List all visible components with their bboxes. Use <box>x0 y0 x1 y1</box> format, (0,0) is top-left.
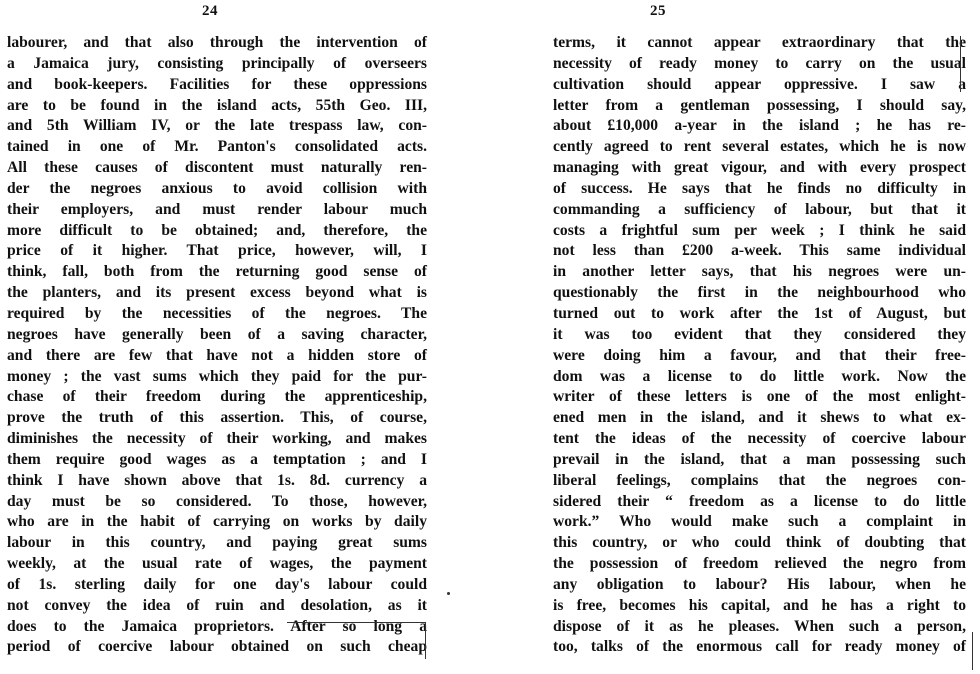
text-line: necessity of ready money to carry on the usual <box>553 54 966 72</box>
text-line: required by the necessities of the negroes. The <box>7 304 427 322</box>
text-line: weekly, at the usual rate of wages, the payment <box>7 555 427 573</box>
text-line: diminishes the necessity of their working, and makes <box>7 430 427 448</box>
text-line: their employers, and must render labour much <box>7 200 427 218</box>
text-line: more difficult to be obtained; and, therefore, the <box>7 221 427 239</box>
text-line: dom was a license to do little work. Now the <box>553 367 966 385</box>
text-line: day must be so considered. To those, however, <box>7 492 427 510</box>
text-line: turned out to work after the 1st of August, but <box>553 304 966 322</box>
text-line: not less than £200 a-week. This same individual <box>553 242 966 260</box>
text-line: it was too evident that they considered they <box>553 325 966 343</box>
text-line: are to be found in the island acts, 55th Geo. III, <box>7 96 427 114</box>
text-line: questionably the first in the neighbourhood who <box>553 284 966 302</box>
text-line: of success. He says that he finds no difficulty in <box>553 179 966 197</box>
text-line: All these causes of discontent must naturally ren- <box>7 159 427 177</box>
text-line: tent the ideas of the necessity of coercive labour <box>553 430 966 448</box>
text-line: managing with great vigour, and with every prospect <box>553 159 966 177</box>
text-line: too, talks of the enormous call for ready money of <box>553 638 966 656</box>
left-page-text <box>7 33 427 658</box>
text-line: chase of their freedom during the apprenticeship, <box>7 388 427 406</box>
text-line: not convey the idea of ruin and desolation, as it <box>7 596 427 614</box>
text-line: terms, it cannot appear extraordinary that the <box>553 34 966 51</box>
text-line: and 5th William IV, or the late trespass law, con- <box>7 117 427 135</box>
text-line: and book-keepers. Facilities for these oppressions <box>7 75 427 93</box>
text-line: sidered their “ freedom as a license to do little <box>553 492 966 510</box>
text-line: commanding a sufficiency of labour, but that it <box>553 200 966 218</box>
text-line: money ; the vast sums which they paid for the pur- <box>7 367 427 385</box>
margin-line-mark-bottom <box>972 632 973 670</box>
text-line: tained in one of Mr. Panton's consolidated acts. <box>7 138 427 156</box>
text-line: der the negroes anxious to avoid collision with <box>7 179 427 197</box>
text-line: think I have shown above that 1s. 8d. currency a <box>7 471 427 489</box>
text-line: writer of these letters is one of the most enlight- <box>553 388 966 406</box>
text-line: about £10,000 a-year in the island ; he has re- <box>553 117 966 135</box>
stray-ink-dot <box>447 592 450 595</box>
text-line: price of it higher. That price, however, will, I <box>7 242 427 260</box>
text-line: period of coercive labour obtained on such cheap <box>7 638 427 656</box>
margin-line-mark <box>960 36 961 92</box>
left-page-number: 24 <box>202 3 218 19</box>
text-line: is free, becomes his capital, and he has a right to <box>553 596 966 614</box>
text-line: this country, or who could think of doubting that <box>553 534 966 552</box>
text-line: prove the truth of this assertion. This, of course, <box>7 409 427 427</box>
text-line: ened men in the island, and it shews to what ex- <box>553 409 966 427</box>
text-line: cultivation should appear oppressive. I saw a <box>553 75 966 93</box>
text-line: the planters, and its present excess beyond what is <box>7 284 427 302</box>
right-page-text <box>553 33 966 658</box>
text-line: prevail in the island, that a man possessing such <box>553 450 966 468</box>
text-line: of 1s. sterling daily for one day's labour could <box>7 575 427 593</box>
text-line: does to the Jamaica proprietors. After so long a <box>7 617 427 635</box>
text-line: a Jamaica jury, consisting principally of overseers <box>7 54 427 72</box>
text-line: cently agreed to rent several estates, which he is now <box>553 138 966 156</box>
text-line: costs a frightful sum per week ; I think he said <box>553 221 966 239</box>
text-line: who are in the habit of carrying on works by daily <box>7 513 427 531</box>
text-line: the possession of freedom relieved the negro from <box>553 555 966 573</box>
text-line: think, fall, both from the returning good sense of <box>7 263 427 281</box>
left-page <box>0 0 470 674</box>
text-line: them require good wages as a temptation ; and I <box>7 450 427 468</box>
text-line: letter from a gentleman possessing, I should say, <box>553 96 966 114</box>
margin-bracket-mark <box>287 622 426 659</box>
text-line: labour in this country, and paying great sums <box>7 534 427 552</box>
text-line: labourer, and that also through the intervention of <box>7 34 427 51</box>
text-line: in another letter says, that his negroes were un- <box>553 263 966 281</box>
right-page <box>550 0 966 674</box>
text-line: work.” Who would make such a complaint in <box>553 513 966 531</box>
text-line: any obligation to labour? His labour, when he <box>553 575 966 593</box>
text-line: and there are few that have not a hidden store of <box>7 346 427 364</box>
text-line: liberal feelings, complains that the negroes con- <box>553 471 966 489</box>
text-line: dispose of it as he pleases. When such a person, <box>553 617 966 635</box>
text-line: were doing him a favour, and that their free- <box>553 346 966 364</box>
text-line: negroes have generally been of a saving character, <box>7 325 427 343</box>
right-page-number: 25 <box>650 3 666 19</box>
